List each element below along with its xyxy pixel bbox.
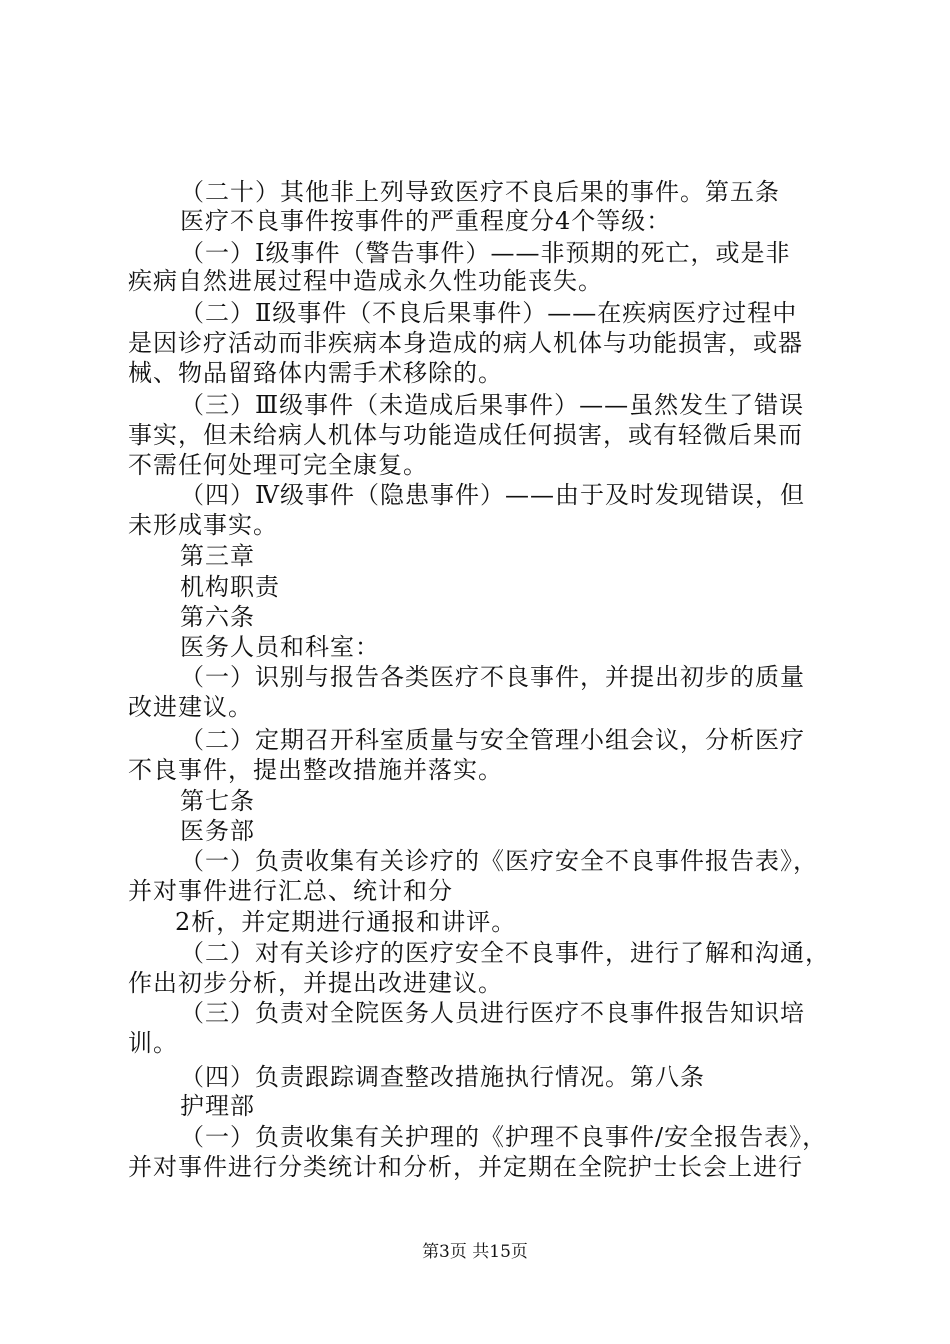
body-line: 医疗不良事件按事件的严重程度分4个等级： <box>180 207 672 235</box>
body-line: 第三章 <box>180 542 255 570</box>
body-line: 第七条 <box>180 787 255 815</box>
body-line: 并对事件进行汇总、统计和分 <box>128 877 453 905</box>
body-line: 医务部 <box>180 817 255 845</box>
page-number-footer: 第3页 共15页 <box>422 1242 528 1262</box>
body-line: 改进建议。 <box>128 693 253 721</box>
body-line: （二）Ⅱ级事件（不良后果事件）——在疾病医疗过程中 <box>180 299 798 327</box>
body-line: 机构职责 <box>180 573 280 601</box>
body-line: （三）Ⅲ级事件（未造成后果事件）——虽然发生了错误 <box>180 391 805 419</box>
body-line: 事实，但未给病人机体与功能造成任何损害，或有轻微后果而 <box>128 421 803 449</box>
body-line: （一）负责收集有关诊疗的《医疗安全不良事件报告表》， <box>180 847 818 875</box>
body-line: 第六条 <box>180 603 255 631</box>
body-line: 械、物品留臵体内需手术移除的。 <box>128 359 503 387</box>
body-line: 不良事件，提出整改措施并落实。 <box>128 756 503 784</box>
body-line: （四）负责跟踪调查整改措施执行情况。第八条 <box>180 1063 705 1091</box>
body-line: （四）Ⅳ级事件（隐患事件）——由于及时发现错误，但 <box>180 481 805 509</box>
body-line: 医务人员和科室： <box>180 633 380 661</box>
body-line: （二）对有关诊疗的医疗安全不良事件，进行了解和沟通， <box>180 939 830 967</box>
body-line: （一）负责收集有关护理的《护理不良事件/安全报告表》， <box>180 1123 828 1151</box>
body-line: 训。 <box>128 1029 178 1057</box>
body-line: （一）识别与报告各类医疗不良事件，并提出初步的质量 <box>180 663 805 691</box>
body-line: 不需任何处理可完全康复。 <box>128 451 428 479</box>
body-line: 2析，并定期进行通报和讲评。 <box>175 908 517 936</box>
body-line: （三）负责对全院医务人员进行医疗不良事件报告知识培 <box>180 999 805 1027</box>
body-line: 未形成事实。 <box>128 511 278 539</box>
body-line: （一）Ⅰ级事件（警告事件）——非预期的死亡，或是非 <box>180 239 791 267</box>
body-line: 作出初步分析，并提出改进建议。 <box>128 969 503 997</box>
body-line: 并对事件进行分类统计和分析，并定期在全院护士长会上进行 <box>128 1153 803 1181</box>
body-line: 是因诊疗活动而非疾病本身造成的病人机体与功能损害，或器 <box>128 329 803 357</box>
body-line: （二十）其他非上列导致医疗不良后果的事件。第五条 <box>180 178 780 206</box>
body-line: 护理部 <box>180 1092 255 1120</box>
body-line: 疾病自然进展过程中造成永久性功能丧失。 <box>128 267 603 295</box>
body-line: （二）定期召开科室质量与安全管理小组会议，分析医疗 <box>180 726 805 754</box>
